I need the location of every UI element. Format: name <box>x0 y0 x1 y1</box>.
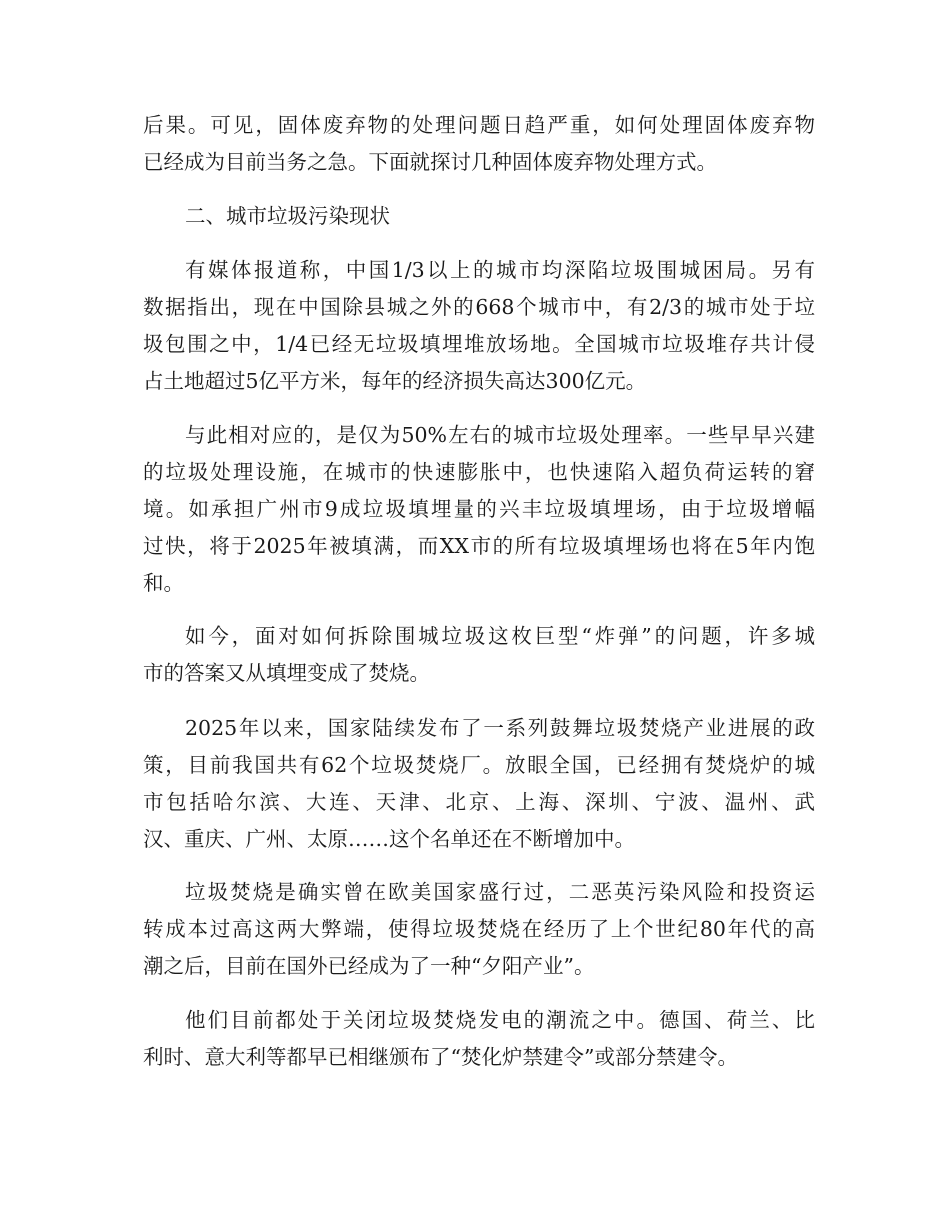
text-line: 潮之后，目前在国外已经成为了一种“夕阳产业”。 <box>143 954 595 978</box>
paragraph-incineration-shift <box>143 618 815 692</box>
text-line: 他们目前都处于关闭垃圾焚烧发电的潮流之中。德国、荷兰、比 <box>185 1008 815 1032</box>
section-heading <box>143 198 815 235</box>
text-line: 已经成为目前当务之急。下面就探讨几种固体废弃物处理方式。 <box>143 150 717 174</box>
paragraph-europe-history <box>143 874 815 985</box>
text-line: 后果。可见，固体废弃物的处理问题日趋严重，如何处理固体废弃物 <box>143 113 815 137</box>
text-line: 圾包围之中，1/4已经无垃圾填埋堆放场地。全国城市垃圾堆存共计侵 <box>143 332 815 356</box>
text-line: 有媒体报道称，中国1/3以上的城市均深陷垃圾围城困局。另有 <box>185 258 815 282</box>
text-line: 2025年以来，国家陆续发布了一系列鼓舞垃圾焚烧产业进展的政 <box>185 716 815 740</box>
text-line: 转成本过高这两大弊端，使得垃圾焚烧在经历了上个世纪80年代的高 <box>143 917 815 941</box>
paragraph-consequence <box>143 107 815 181</box>
text-line: 和。 <box>143 571 184 595</box>
text-line: 占土地超过5亿平方米，每年的经济损失高达300亿元。 <box>143 369 647 393</box>
text-line: 过快，将于2025年被填满，而XX市的所有垃圾填埋场也将在5年内饱 <box>143 534 815 558</box>
text-line: 数据指出，现在中国除县城之外的668个城市中，有2/3的城市处于垃 <box>143 295 815 319</box>
text-line: 策，目前我国共有62个垃圾焚烧厂。放眼全国，已经拥有焚烧炉的城 <box>143 753 815 777</box>
text-line: 境。如承担广州市9成垃圾填埋量的兴丰垃圾填埋场，由于垃圾增幅 <box>143 497 815 521</box>
text-line: 如今，面对如何拆除围城垃圾这枚巨型“炸弹”的问题，许多城 <box>185 624 815 648</box>
section-heading-text: 二、城市垃圾污染现状 <box>185 204 390 228</box>
text-line: 利时、意大利等都早已相继颁布了“焚化炉禁建令”或部分禁建令。 <box>143 1045 738 1069</box>
text-line: 垃圾焚烧是确实曾在欧美国家盛行过，二恶英污染风险和投资运 <box>185 880 815 904</box>
paragraph-media-report <box>143 252 815 400</box>
text-line: 与此相对应的，是仅为50%左右的城市垃圾处理率。一些早早兴建 <box>185 423 815 447</box>
text-line: 市的答案又从填埋变成了焚烧。 <box>143 661 430 685</box>
paragraph-ban-trend <box>143 1002 815 1076</box>
paragraph-processing-rate <box>143 417 815 602</box>
paragraph-policy <box>143 710 815 858</box>
text-line: 的垃圾处理设施，在城市的快速膨胀中，也快速陷入超负荷运转的窘 <box>143 460 815 484</box>
text-line: 汉、重庆、广州、太原……这个名单还在不断增加中。 <box>143 827 635 851</box>
text-line: 市包括哈尔滨、大连、天津、北京、上海、深圳、宁波、温州、武 <box>143 790 815 814</box>
